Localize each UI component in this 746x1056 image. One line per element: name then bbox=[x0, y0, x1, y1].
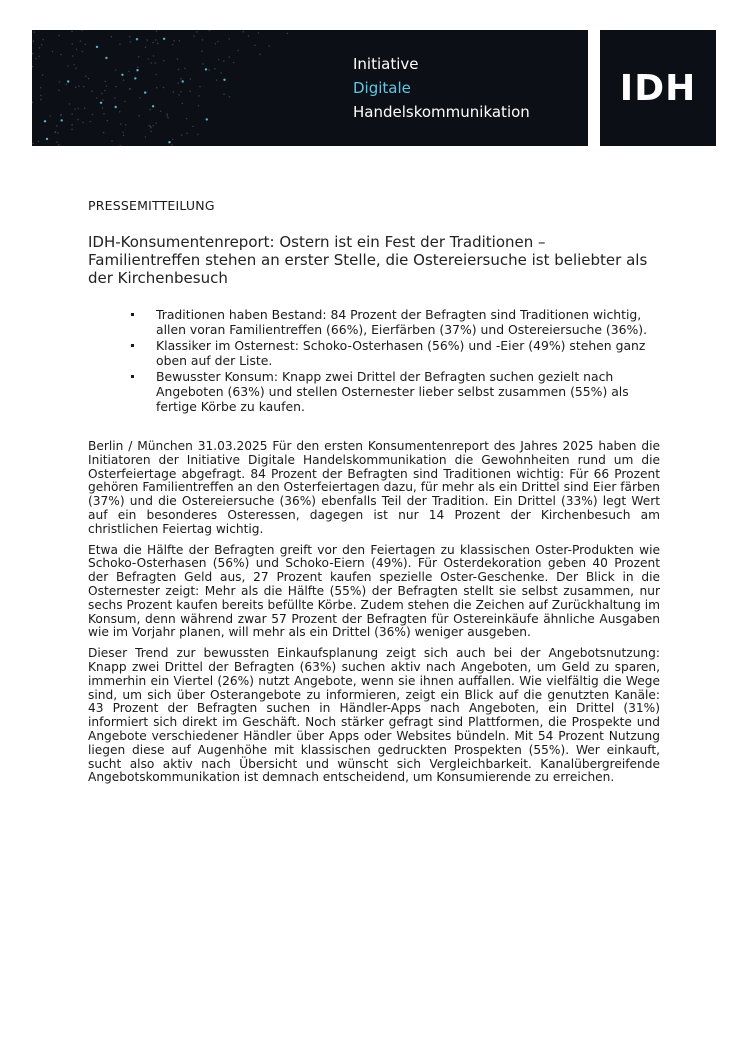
initiative-title bbox=[353, 52, 530, 124]
body-paragraph: Dieser Trend zur bewussten Einkaufsplanung zeigt sich auch bei der Angebotsnutzung: Knapp zwei Drittel der Befragten (63%) suchen aktiv nach Angeboten, um Geld zu sparen, immerhin ein Viertel (26%) nutzt Angebote, wenn sie ihnen auffallen. Wie vielfältig die Wege sind, um sich über Osterangebote zu informieren, zeigt ein Blick auf die genutzten Kanäle: 43 Prozent der Befragten suchen in Händler-Apps nach Angeboten, ein Drittel (31%) informiert sich direkt im Geschäft. Noch stärker gefragt sind Plattformen, die Prospekte und Angebote verschiedener Händler über Apps oder Websites bündeln. Mit 54 Prozent Nutzung liegen diese auf Augenhöhe mit klassischen gedruckten Prospekten (55%). Wer einkauft, sucht also aktiv nach Übersicht und wünscht sich Vergleichbarkeit. Kanalübergreifende Angebotskommunikation ist demnach entscheidend, um Konsumierende zu erreichen. bbox=[88, 646, 660, 785]
logo-box bbox=[600, 30, 716, 146]
header-banner bbox=[32, 30, 588, 146]
title-line-1: Initiative bbox=[353, 55, 419, 73]
document-headline: IDH-Konsumentenreport: Ostern ist ein Fest der Traditionen – Familientreffen stehen an erster Stelle, die Ostereiersuche ist beliebter als der Kirchenbesuch bbox=[88, 233, 648, 287]
dot-pattern-decoration bbox=[32, 30, 332, 146]
summary-bullet-list bbox=[88, 307, 660, 414]
body-paragraph: Etwa die Hälfte der Befragten greift vor den Feiertagen zu klassischen Oster-Produkten wie Schoko-Osterhasen (56%) und Schoko-Eiern (49%). Für Osterdekoration geben 40 Prozent der Befragten Geld aus, 27 Prozent kaufen spezielle Oster-Geschenke. Der Blick in die Osternester zeigt: Mehr als die Hälfte (55%) der Befragten stellt sie selbst zusammen, nur sechs Prozent kaufen bereits befüllte Körbe. Zudem stehen die Zeichen auf Zurückhaltung im Konsum, denn während zwar 57 Prozent der Befragten für Ostereinkäufe ähnliche Ausgaben wie im Vorjahr planen, will mehr als ein Drittel (36%) weniger ausgeben. bbox=[88, 542, 660, 640]
title-line-2: Digitale bbox=[353, 79, 411, 97]
bullet-item: Bewusster Konsum: Knapp zwei Drittel der Befragten suchen gezielt nach Angeboten (63%) und stellen Osternester lieber selbst zusammen (55%) als fertige Körbe zu kaufen. bbox=[156, 369, 656, 414]
idh-logo: IDH bbox=[619, 67, 697, 109]
bullet-item: Klassiker im Osternest: Schoko-Osterhasen (56%) und -Eier (49%) stehen ganz oben auf der Liste. bbox=[156, 338, 656, 368]
bullet-item: Traditionen haben Bestand: 84 Prozent der Befragten sind Traditionen wichtig, allen voran Familientreffen (66%), Eierfärben (37%) und Ostereiersuche (36%). bbox=[156, 307, 656, 337]
press-release bbox=[88, 198, 660, 792]
title-line-3: Handelskommunikation bbox=[353, 103, 530, 121]
body-paragraph: Berlin / München 31.03.2025 Für den ersten Konsumentenreport des Jahres 2025 haben die Initiatoren der Initiative Digitale Handelskommunikation die Gewohnheiten rund um die Osterfeiertage abgefragt. 84 Prozent der Befragten sind Traditionen wichtig: Für 66 Prozent gehören Familientreffen an den Osterfeiertagen dazu, für mehr als ein Drittel sind Eier färben (37%) und die Ostereiersuche (36%) ebenfalls Teil der Tradition. Ein Drittel (33%) legt Wert auf ein besonderes Osteressen, dagegen ist nur 14 Prozent der Kirchenbesuch am christlichen Feiertag wichtig. bbox=[88, 439, 660, 536]
document-kicker: PRESSEMITTEILUNG bbox=[88, 198, 215, 213]
